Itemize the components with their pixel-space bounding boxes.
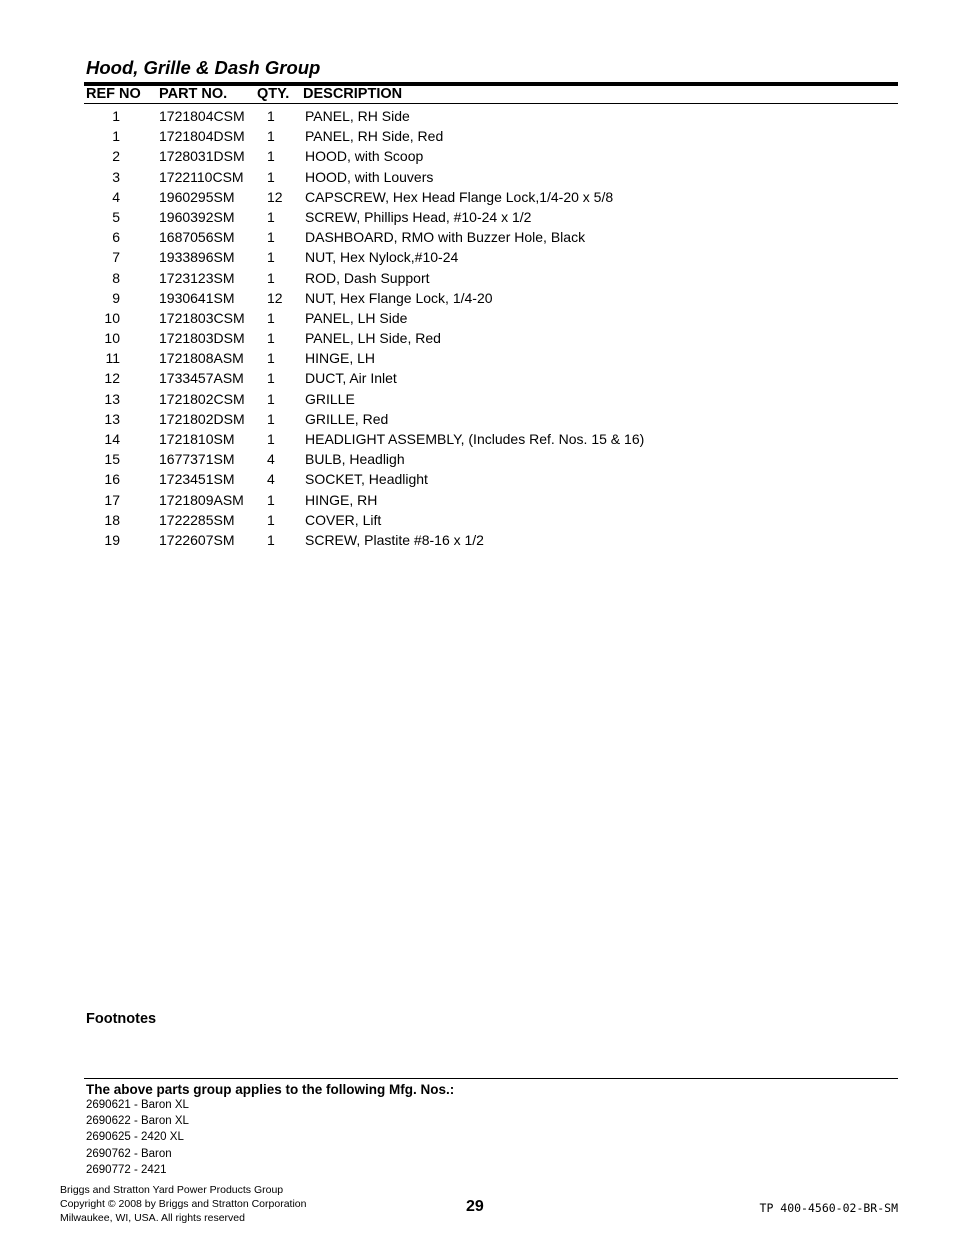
- footnotes-label: Footnotes: [86, 1011, 157, 1027]
- table-header: [84, 86, 898, 103]
- qty-cell: 1: [267, 108, 275, 124]
- table-row: [0, 168, 954, 188]
- qty-cell: 1: [267, 229, 275, 246]
- description-cell: HOOD, with Louvers: [305, 168, 434, 185]
- table-row: [0, 309, 954, 329]
- ref-no-cell: 13: [104, 390, 120, 407]
- part-no-cell: 1733457ASM: [159, 370, 244, 387]
- ref-no-cell: 6: [112, 229, 120, 246]
- description-cell: GRILLE: [305, 390, 355, 407]
- table-row: [0, 248, 954, 268]
- part-no-cell: 1722110CSM: [159, 168, 244, 185]
- ref-no-cell: 11: [105, 350, 120, 367]
- description-cell: HINGE, RH: [305, 491, 378, 508]
- location-line: Milwaukee, WI, USA. All rights reserved: [60, 1212, 245, 1224]
- table-row: [0, 511, 954, 531]
- ref-no-cell: 2: [112, 148, 120, 165]
- part-no-cell: 1930641SM: [159, 289, 235, 306]
- table-row: [0, 208, 954, 228]
- ref-no-cell: 9: [112, 289, 120, 306]
- table-row: [0, 188, 954, 208]
- part-no-cell: 1722285SM: [159, 511, 235, 528]
- table-row: [0, 107, 954, 127]
- company-line: Briggs and Stratton Yard Power Products Group: [60, 1184, 284, 1196]
- part-no-cell: 1728031DSM: [159, 148, 245, 165]
- description-cell: NUT, Hex Nylock,#10-24: [305, 249, 459, 266]
- table-row: [0, 450, 954, 470]
- header-divider: [84, 103, 898, 104]
- mfg-list: [86, 1099, 189, 1180]
- mfg-number-item: 2690622 - Baron XL: [86, 1115, 189, 1128]
- document-id: TP 400-4560-02-BR-SM: [759, 1201, 898, 1215]
- part-no-cell: 1721808ASM: [159, 350, 244, 367]
- mfg-number-item: 2690762 - Baron: [86, 1147, 172, 1160]
- ref-no-cell: 14: [104, 431, 120, 447]
- table-row: [0, 390, 954, 410]
- description-cell: NUT, Hex Flange Lock, 1/4-20: [305, 289, 493, 306]
- ref-no-cell: 16: [104, 471, 120, 488]
- qty-cell: 1: [267, 208, 275, 225]
- description-cell: HEADLIGHT ASSEMBLY, (Includes Ref. Nos. 15 & 16): [305, 431, 645, 447]
- description-cell: COVER, Lift: [305, 511, 382, 528]
- ref-no-cell: 19: [104, 531, 120, 548]
- qty-cell: 1: [267, 511, 275, 528]
- table-row: [0, 410, 954, 430]
- description-cell: ROD, Dash Support: [305, 269, 430, 286]
- column-header-description: DESCRIPTION: [303, 86, 403, 102]
- part-no-cell: 1721804CSM: [159, 108, 245, 124]
- column-header-ref-no: REF NO: [86, 86, 141, 102]
- part-no-cell: 1687056SM: [159, 229, 235, 246]
- qty-cell: 4: [267, 451, 275, 468]
- ref-no-cell: 4: [112, 188, 120, 205]
- table-row: [0, 127, 954, 147]
- copyright-line: Copyright © 2008 by Briggs and Stratton Corporation: [60, 1198, 307, 1210]
- table-row: [0, 289, 954, 309]
- ref-no-cell: 13: [104, 410, 120, 427]
- column-header-qty: QTY.: [257, 86, 290, 102]
- parts-table: [0, 107, 954, 551]
- mfg-number-item: 2690625 - 2420 XL: [86, 1131, 184, 1144]
- qty-cell: 1: [267, 370, 275, 387]
- description-cell: SCREW, Phillips Head, #10-24 x 1/2: [305, 208, 532, 225]
- part-no-cell: 1721804DSM: [159, 128, 245, 145]
- qty-cell: 1: [267, 431, 275, 447]
- description-cell: SCREW, Plastite #8-16 x 1/2: [305, 531, 484, 548]
- part-no-cell: 1677371SM: [159, 451, 235, 468]
- qty-cell: 4: [267, 471, 275, 488]
- column-header-part-no: PART NO.: [159, 86, 228, 102]
- table-row: [0, 228, 954, 248]
- ref-no-cell: 5: [112, 208, 120, 225]
- description-cell: DASHBOARD, RMO with Buzzer Hole, Black: [305, 229, 586, 246]
- table-row: [0, 369, 954, 389]
- ref-no-cell: 18: [104, 511, 120, 528]
- qty-cell: 1: [267, 269, 275, 286]
- table-row: [0, 531, 954, 551]
- page-title: Hood, Grille & Dash Group: [86, 57, 321, 78]
- ref-no-cell: 1: [112, 108, 120, 124]
- description-cell: SOCKET, Headlight: [305, 471, 428, 488]
- qty-cell: 1: [267, 148, 275, 165]
- ref-no-cell: 7: [112, 249, 120, 266]
- mfg-heading: The above parts group applies to the following Mfg. Nos.:: [86, 1082, 455, 1097]
- table-row: [0, 329, 954, 349]
- qty-cell: 12: [267, 289, 283, 306]
- qty-cell: 1: [267, 390, 275, 407]
- ref-no-cell: 15: [104, 451, 120, 468]
- qty-cell: 1: [267, 350, 275, 367]
- ref-no-cell: 8: [112, 269, 120, 286]
- qty-cell: 1: [267, 531, 275, 548]
- mfg-number-item: 2690772 - 2421: [86, 1163, 167, 1176]
- part-no-cell: 1721810SM: [159, 431, 235, 447]
- table-row: [0, 349, 954, 369]
- qty-cell: 1: [267, 491, 275, 508]
- qty-cell: 1: [267, 128, 275, 145]
- ref-no-cell: 10: [104, 330, 120, 347]
- part-no-cell: 1960295SM: [159, 188, 235, 205]
- ref-no-cell: 1: [112, 128, 120, 145]
- table-row: [0, 491, 954, 511]
- table-row: [0, 269, 954, 289]
- ref-no-cell: 17: [104, 491, 120, 508]
- description-cell: PANEL, LH Side: [305, 309, 408, 326]
- description-cell: HINGE, LH: [305, 350, 376, 367]
- part-no-cell: 1723123SM: [159, 269, 235, 286]
- page-number: 29: [466, 1198, 484, 1215]
- mfg-number-item: 2690621 - Baron XL: [86, 1099, 189, 1111]
- mfg-divider: [84, 1078, 898, 1079]
- part-no-cell: 1723451SM: [159, 471, 235, 488]
- part-no-cell: 1721803DSM: [159, 330, 245, 347]
- description-cell: CAPSCREW, Hex Head Flange Lock,1/4-20 x 5/8: [305, 188, 614, 205]
- qty-cell: 12: [267, 188, 283, 205]
- company-info: [60, 1183, 306, 1225]
- qty-cell: 1: [267, 330, 275, 347]
- description-cell: BULB, Headligh: [305, 451, 405, 468]
- qty-cell: 1: [267, 168, 275, 185]
- ref-no-cell: 10: [104, 309, 120, 326]
- description-cell: PANEL, RH Side: [305, 108, 410, 124]
- part-no-cell: 1722607SM: [159, 531, 235, 548]
- qty-cell: 1: [267, 249, 275, 266]
- table-row: [0, 470, 954, 490]
- table-row: [0, 430, 954, 450]
- table-row: [0, 147, 954, 167]
- description-cell: PANEL, LH Side, Red: [305, 330, 441, 347]
- part-no-cell: 1721802CSM: [159, 390, 245, 407]
- qty-cell: 1: [267, 309, 275, 326]
- part-no-cell: 1933896SM: [159, 249, 235, 266]
- description-cell: HOOD, with Scoop: [305, 148, 424, 165]
- ref-no-cell: 12: [104, 370, 120, 387]
- description-cell: GRILLE, Red: [305, 410, 389, 427]
- ref-no-cell: 3: [112, 168, 120, 185]
- description-cell: PANEL, RH Side, Red: [305, 128, 444, 145]
- description-cell: DUCT, Air Inlet: [305, 370, 397, 387]
- part-no-cell: 1960392SM: [159, 208, 235, 225]
- part-no-cell: 1721802DSM: [159, 410, 245, 427]
- part-no-cell: 1721809ASM: [159, 491, 244, 508]
- part-no-cell: 1721803CSM: [159, 309, 245, 326]
- qty-cell: 1: [267, 410, 275, 427]
